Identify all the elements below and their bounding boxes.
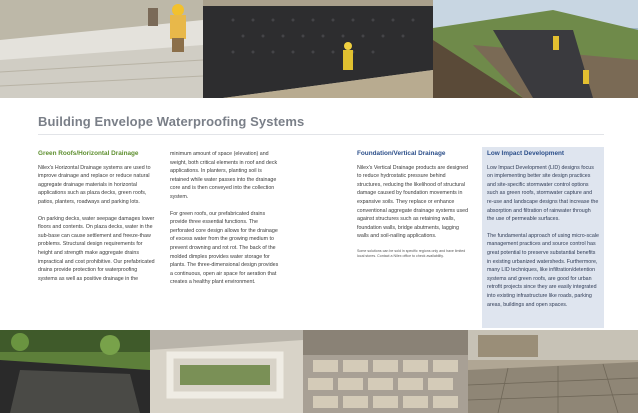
green-roofs-paragraph-2: On parking decks, water seepage damages lower floors and contents. On plaza decks, water in the sub-base can cause settlement and freeze-thaw problems. Structural design requirements for height and strength make aggregate drains impractical and cost prohibitive. Our prefabricated drains provide protection for waterproofing systems as well as positive drainage in the bbox=[38, 215, 155, 282]
foundation-heading: Foundation/Vertical Drainage bbox=[357, 150, 446, 157]
top-photo-strip bbox=[0, 0, 638, 98]
green-roofs-paragraph-4: For green roofs, our prefabricated drains provide three essential functions. The perforated core design allows for the drainage of excess water from the growing medium to prevent drowning and rot rot. The back of the molded dimples provides water storage for plants. The three-dimensional design provides a continuous, open air space for aeration that creates a healthy plant environment. bbox=[170, 210, 279, 286]
green-roofs-paragraph-1: Nilex's Horizontal Drainage systems are used to improve drainage and replace or reduce natural aggregate drainage materials in horizontal applications such as plaza decks, green roofs, patios, planters, roadways and parking lots. bbox=[38, 164, 151, 205]
green-roof-planting-photo bbox=[0, 330, 150, 413]
dimpled-membrane-wall-photo bbox=[203, 0, 433, 98]
green-roofs-column bbox=[38, 150, 158, 291]
excavated-foundation-photo bbox=[433, 0, 638, 98]
lid-paragraph-2: The fundamental approach of using micro-scale management practices and source control has great potential to preserve substantial benefits in existing urbanized watersheds. Furthermore, many LID techniques, like infiltration/detention systems and green roofs, are good for urban retrofit projects since they are easily integrated into existing infrastructure like roads, parking areas, buildings and open spaces. bbox=[487, 232, 599, 308]
bottom-photo-strip bbox=[0, 330, 638, 413]
foundation-paragraph: Nilex's Vertical Drainage products are designed to reduce hydrostatic pressure behind structures, reducing the likelihood of structural damage caused by foundation movements in expansive soils. They replace or enhance conventional aggregate drainage systems used against structures such as retaining walls, foundation walls, bridge abutments, lagging walls and soil-nailing applications. bbox=[357, 164, 469, 240]
stone-plaza-photo bbox=[303, 330, 468, 413]
foundation-column bbox=[357, 150, 469, 260]
roof-drainage-forms-photo bbox=[150, 330, 303, 413]
low-impact-development-box bbox=[482, 147, 604, 328]
paver-courtyard-photo bbox=[468, 330, 638, 413]
green-roofs-heading: Green Roofs/Horizontal Drainage bbox=[38, 150, 139, 157]
worker-laying-fabric-photo bbox=[0, 0, 203, 98]
green-roofs-paragraph-3: minimum amount of space (elevation) and weight, both critical elements in roof and deck applications. In planters, planting soil is retained while water passes into the drainage core and is then conveyed into the collection system. bbox=[170, 151, 278, 200]
page-title: Building Envelope Waterproofing Systems bbox=[38, 114, 305, 129]
lid-paragraph-1: Low Impact Development (LID) designs focus on implementing better site design practices and site-specific stormwater control options such as green roofs, stormwater capture and re-use and landscape designs that increase the absorption and filtration of rainwater through the use of permeable surfaces. bbox=[487, 164, 599, 223]
green-roofs-continued-column bbox=[170, 150, 282, 295]
title-divider bbox=[38, 134, 604, 135]
lid-heading: Low Impact Development bbox=[487, 150, 565, 157]
availability-note: Some solutions can be sold in specific regions only and have limited local stores. Contact a Nilex office to check availability. bbox=[357, 248, 466, 259]
